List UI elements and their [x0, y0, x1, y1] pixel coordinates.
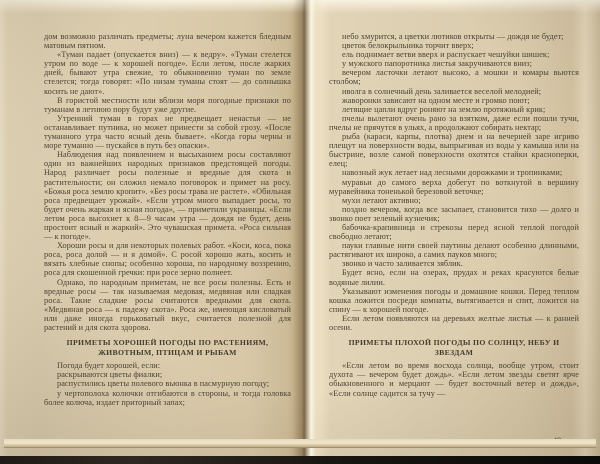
paragraph: у мужского папоротника листья закручиваются вниз; [342, 59, 532, 69]
paragraph: «Туман падает (опускается вниз) — к ведру». «Туман стелется утром по воде — к хорошей погоде». Если летом, после жарких дней, бывают утра свежие, то обыкновенно туман по земле стелется; тогда говорят: «По низам туманы стоят — до солнышка косить не дают». [44, 50, 291, 96]
paragraph: Указывают изменения погоды и домашние кошки. Перед теплом кошка ложится посреди комнаты, вытягивается и спит, ложится на спину — к хорошей погоде. [329, 286, 579, 314]
paragraph: иволга в солнечный день заливается веселой мелодией; [342, 86, 542, 96]
section-heading: ПРИМЕТЫ ПЛОХОЙ ПОГОДЫ ПО СОЛНЦУ, НЕБУ И ЗВЕЗДАМ [348, 338, 560, 357]
paragraph: пауки главные нити своей паутины делают особенно длинными, растягивают их широко, а самих пауков много; [329, 241, 579, 260]
paragraph: бабочка-крапивница и стрекозы перед ясной теплой погодой свободно летают; [329, 222, 579, 242]
right-page [329, 32, 579, 446]
paragraph: небо хмурится, а цветки лютиков открыты — дождя не будет; [342, 32, 564, 41]
paragraph: ель поднимает ветви вверх и распускает чешуйки шишек; [342, 50, 550, 60]
paragraph: звонко и часто заливается зяблик. [342, 259, 463, 269]
paragraph: Если летом появляются на деревьях желтые листья — к ранней осени. [329, 313, 579, 332]
paragraph: у чертополоха колючки отгибаются в стороны, и тогда головка более колюча, издает приторный запах; [44, 388, 291, 407]
page-bottom-edge [4, 439, 596, 448]
paragraph: Наблюдения над появлением и высыханием росы составляют один из важнейших народных признаков предстоящей погоды. Народ различает росы полезные и вредные для скота и растительности; он сложил немало поговорок и примет на росу. «Божья роса землю кропит». «Без росы трава не растет». «Обильная роса предвещает урожай». «Если утром много выпадает росы, то будет очень жаркая и ясная погода», — приметили украинцы. «Если летом роса высохнет к 8—9 часам утра — дождя не будет, день простоит ясный и жаркий». Это чувашская примета. «Роса сильная — к погоде». [44, 150, 291, 242]
paragraph: навозный жук летает над лесными дорожками и тропинками; [342, 168, 563, 178]
paragraph: Утренний туман в горах не предвещает ненастья — не останавливает путника, но может принести за собой грозу. «После туманного утра часто ясный день бывает». «Когда горы черны и море туманно — пускайся в путь без опаски». [44, 113, 291, 151]
left-page [44, 32, 291, 446]
paragraph: вечером ласточки летают высоко, а мошки и комары вьются столбом; [329, 68, 579, 87]
paragraph: Погода будет хорошей, если: [57, 361, 161, 371]
paragraph: пчелы вылетают очень рано за взятком, даже если пошли тучи, пчелы не прячутся в ульях, а продолжают собирать нектар; [329, 113, 579, 132]
paragraph: жаворонки зависают на одном месте и громко поют; [342, 95, 530, 105]
section-heading: ПРИМЕТЫ ХОРОШЕЙ ПОГОДЫ ПО РАСТЕНИЯМ, ЖИВОТНЫМ, ПТИЦАМ И РЫБАМ [66, 338, 269, 357]
paragraph: муравьи до самого верха добегут по воткнутой в вершину муравейника тоненькой березовой веточке; [329, 177, 579, 196]
paragraph: цветок белокрыльника торчит вверх; [342, 41, 474, 51]
paragraph: распустились цветы полевого вьюнка в пасмурную погоду; [57, 379, 270, 389]
paragraph: раскрываются цветы фиалки; [57, 370, 163, 380]
paragraph: рыба (караси, карпы, плотва) днем и на вечерней заре игриво плещут на поверхности воды, выпрыгивая из воды у камыша или на быстрине, возле самой поверхности охотятся стайки красноперки, елец; [329, 132, 579, 169]
paragraph: дом возможно различать предметы; луна вечером кажется бледным матовым пятном. [44, 32, 291, 51]
book-gutter [293, 0, 323, 456]
paragraph: «Если летом во время восхода солнца, вообще утром, стоит духота — вечером будет дождь». «Если летом звезды светят ярче обыкновенного и мерцают — будет восточный ветер и дождь», «Если солнце садится за тучу — [329, 361, 579, 398]
paragraph: Хороши росы и для некоторых полевых работ. «Коси, коса, пока роса, роса долой — и я домой». С росой хорошо жать, косить и вязать хлебные снопы; особенно хороша, по народному воззрению, роса для скошенной гречки: при росе зерно полнеет. [44, 241, 291, 278]
paragraph: В гористой местности или вблизи моря погодные признаки по туманам в летнюю пору будут уже другие. [44, 95, 291, 114]
paragraph: летящие цапли вдруг роняют на землю протяжный крик; [342, 104, 546, 114]
table-surface [0, 456, 600, 464]
paragraph: Будет ясно, если на озерах, прудах и реках красуются белые водяные лилии. [329, 268, 579, 287]
paragraph: мухи летают активно; [342, 195, 421, 205]
paragraph: поздно вечером, когда все засыпает, становится тихо — долго и звонко поет зеленый кузнечик; [329, 204, 579, 223]
paragraph: Однако, по народным приметам, не все росы полезны. Есть и вредные росы — так называемая медовая, медвяная или сладкая роса. Такие сладкие росы считаются вредными для скота. «Медвяная роса — к падежу скота». Роса же, имеющая кисловатый или даже иногда горьковатый вкус, считается полезной для растений и для скота здорова. [44, 277, 291, 332]
